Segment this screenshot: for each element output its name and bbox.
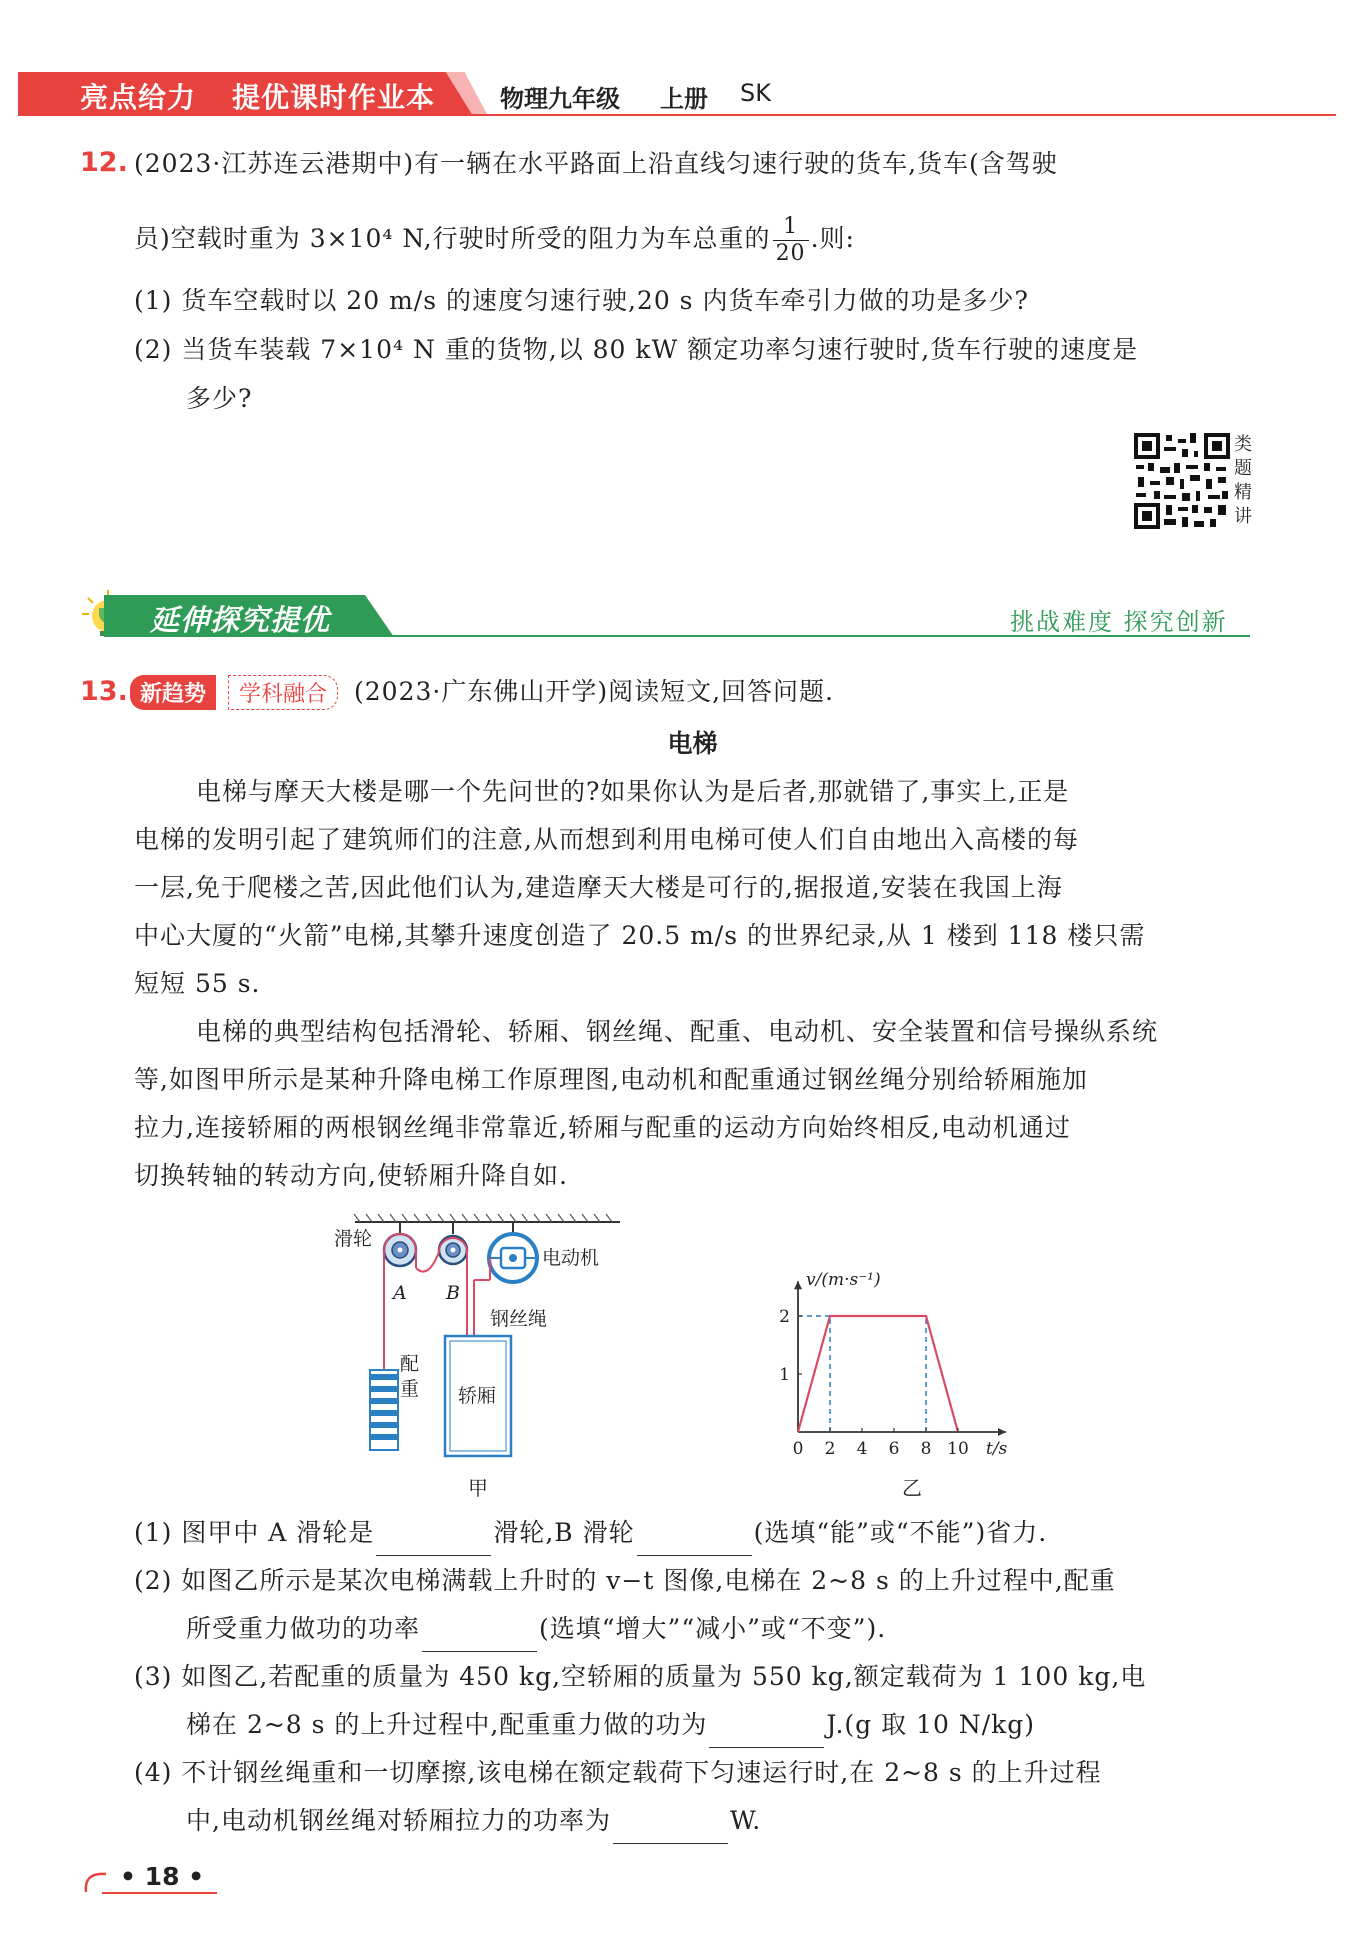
qr-caption-char: 类: [1234, 434, 1252, 455]
y-axis-arrow: [794, 1281, 802, 1289]
tag-subject-fusion: 学科融合: [228, 675, 338, 710]
x-tick-label: 0: [792, 1439, 804, 1459]
answer-blank-1[interactable]: [376, 1531, 491, 1556]
x-axis-label: t/s: [986, 1439, 1008, 1459]
q12-line2-text: 员)空载时重为 3×10⁴ N,行驶时所受的阻力为车总重的: [134, 224, 771, 253]
header-edition: SK: [740, 79, 771, 107]
q13-intro: (2023·广东佛山开学)阅读短文,回答问题.: [354, 677, 834, 706]
header-rule: [470, 114, 1336, 116]
q13-sub2-line1: (2) 如图乙所示是某次电梯满载上升时的 v−t 图像,电梯在 2~8 s 的上升过程中,配重: [134, 1566, 1116, 1595]
q12-line2-post: .则:: [810, 224, 855, 253]
answer-blank-4[interactable]: [709, 1723, 824, 1748]
q12-sub2-line1: (2) 当货车装载 7×10⁴ N 重的货物,以 80 kW 额定功率匀速行驶时,货车行驶的速度是: [134, 335, 1139, 364]
page-number: • 18 •: [120, 1862, 205, 1891]
y-axis-label: v/(m·s⁻¹): [806, 1270, 881, 1291]
article-para2-line: 拉力,连接轿厢的两根钢丝绳非常靠近,轿厢与配重的运动方向始终相反,电动机通过: [134, 1113, 1071, 1142]
qr-caption-char: 题: [1234, 458, 1252, 479]
q13-sub4-line2: [186, 1798, 761, 1844]
q12-fraction: [773, 214, 809, 267]
qr-caption: [1234, 433, 1254, 529]
q12-frac-den: 20: [775, 241, 806, 266]
article-para2-first: 电梯的典型结构包括滑轮、轿厢、钢丝绳、配重、电动机、安全装置和信号操纵系统: [196, 1017, 1159, 1046]
q13-sub4-l2a: 中,电动机钢丝绳对轿厢拉力的功率为: [186, 1806, 611, 1835]
footer-rule: [102, 1892, 217, 1894]
article-para1-line: 电梯的发明引起了建筑师们的注意,从而想到利用电梯可使人们自由地出入高楼的每: [134, 825, 1079, 854]
answer-blank-2[interactable]: [637, 1531, 752, 1556]
q13-sub1: [134, 1510, 1047, 1556]
ceiling-hatching: [354, 1214, 612, 1222]
answer-blank-3[interactable]: [422, 1627, 537, 1652]
y-tick-label: 1: [779, 1365, 790, 1385]
header-brand: 亮点给力: [80, 81, 197, 114]
qr-code-image[interactable]: [1134, 433, 1230, 529]
article-para2-line: 切换转轴的转动方向,使轿厢升降自如.: [134, 1161, 568, 1190]
qr-caption-char: 讲: [1234, 506, 1252, 527]
section-title: 延伸探究提优: [150, 603, 331, 637]
label-counterweight: 配重: [400, 1353, 420, 1400]
elevator-diagram: [320, 1210, 660, 1500]
q13-sub3-line2: [186, 1702, 1035, 1748]
q12-sub1: (1) 货车空载时以 20 m/s 的速度匀速行驶,20 s 内货车牵引力做的功是多少?: [134, 286, 1029, 315]
q12-line2: [134, 214, 855, 267]
qr-caption-char: 精: [1234, 482, 1252, 503]
figure-jia-caption: 甲: [468, 1476, 488, 1500]
q12-number: 12.: [80, 147, 128, 178]
label-pulley: 滑轮: [334, 1228, 373, 1250]
section-slogan: 挑战难度 探究创新: [1010, 608, 1228, 636]
q13-sub4-line1: (4) 不计钢丝绳重和一切摩擦,该电梯在额定载荷下匀速运行时,在 2~8 s 的上升过程: [134, 1758, 1102, 1787]
velocity-line: [798, 1316, 958, 1432]
q12-sub2-line2: 多少?: [186, 384, 253, 413]
q13-sub3-l2b: J.(g 取 10 N/kg): [826, 1710, 1036, 1739]
header-series: 提优课时作业本: [232, 81, 436, 114]
header-volume: 上册: [660, 85, 708, 113]
x-tick-label: 10: [947, 1439, 969, 1459]
q13-sub4-l2b: W.: [729, 1806, 762, 1835]
q13-sub1-c: (选填“能”或“不能”)省力.: [753, 1518, 1048, 1547]
header-subject: 物理九年级: [500, 85, 620, 113]
label-pulley-a: A: [393, 1282, 407, 1304]
vt-chart: [760, 1262, 1060, 1462]
x-tick-label: 8: [920, 1439, 932, 1459]
q13-number: 13.: [80, 676, 128, 707]
q12-line1: (2023·江苏连云港期中)有一辆在水平路面上沿直线匀速行驶的货车,货车(含驾驶: [134, 149, 1058, 178]
label-steel-rope: 钢丝绳: [490, 1308, 548, 1330]
q13-sub1-a: (1) 图甲中 A 滑轮是: [134, 1518, 375, 1547]
q13-sub3-l2a: 梯在 2~8 s 的上升过程中,配重重力做的功为: [186, 1710, 708, 1739]
x-tick-label: 2: [824, 1439, 836, 1459]
x-tick-label: 4: [856, 1439, 868, 1459]
x-tick-label: 6: [888, 1439, 900, 1459]
article-para1-line: 中心大厦的“火箭”电梯,其攀升速度创造了 20.5 m/s 的世界纪录,从 1 楼到 118 楼只需: [134, 921, 1146, 950]
q13-sub2-l2b: (选填“增大”“减小”或“不变”).: [539, 1614, 887, 1643]
article-para2-line: 等,如图甲所示是某种升降电梯工作原理图,电动机和配重通过钢丝绳分别给轿厢施加: [134, 1065, 1088, 1094]
tag-new-trend: 新趋势: [130, 675, 216, 710]
label-motor: 电动机: [542, 1247, 600, 1269]
figure-yi-caption: 乙: [902, 1476, 922, 1500]
q13-sub3-line1: (3) 如图乙,若配重的质量为 450 kg,空轿厢的质量为 550 kg,额定载荷为 1 100 kg,电: [134, 1662, 1147, 1691]
q13-sub1-b: 滑轮,B 滑轮: [493, 1518, 635, 1547]
x-axis-arrow: [998, 1428, 1006, 1436]
label-car: 轿厢: [458, 1385, 497, 1407]
article-para1-line: 一层,免于爬楼之苦,因此他们认为,建造摩天大楼是可行的,据报道,安装在我国上海: [134, 873, 1063, 902]
q13-sub2-line2: [186, 1606, 886, 1652]
q12-frac-num: 1: [773, 214, 809, 241]
label-pulley-b: B: [446, 1282, 460, 1304]
y-tick-label: 2: [779, 1307, 790, 1327]
article-para1-first: 电梯与摩天大楼是哪一个先问世的?如果你认为是后者,那就错了,事实上,正是: [196, 777, 1070, 806]
q13-sub2-l2a: 所受重力做功的功率: [186, 1614, 421, 1643]
article-para1-line: 短短 55 s.: [134, 969, 261, 998]
article-title: 电梯: [667, 729, 718, 758]
answer-blank-5[interactable]: [613, 1819, 728, 1844]
